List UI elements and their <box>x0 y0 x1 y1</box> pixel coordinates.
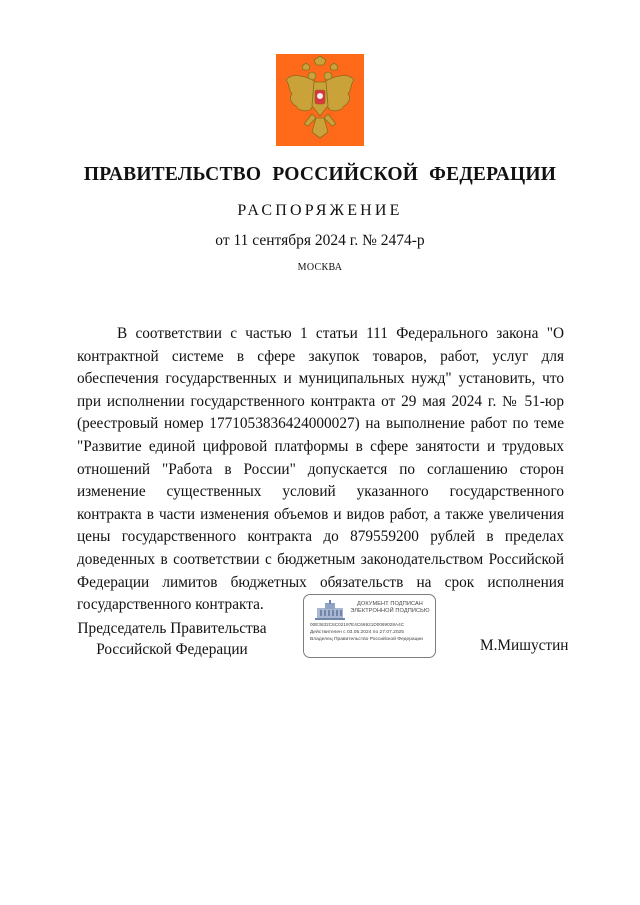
stamp-validity: Действителен с 03.05.2024 по 27.07.2025 <box>310 630 404 635</box>
signatory-position-line1: Председатель Правительства <box>77 620 267 637</box>
coat-of-arms-emblem <box>276 54 364 146</box>
government-building-icon <box>313 600 347 620</box>
document-date-number: от 11 сентября 2024 г. № 2474-р <box>215 232 425 249</box>
order-body-text: В соответствии с частью 1 статьи 111 Федерального закона "О контрактной системе в сфере закупок товаров, работ, услуг для обеспечения государственных и муниципальных нужд" установить, что при исполнении государственного контракта от 29 мая 2024 г. № 51-юр (реестровый номер 1771053836424000027) на выполнение работ по теме "Развитие единой цифровой платформы в сфере занятости и трудовых отношений "Работа в России" допускается по соглашению сторон изменение существенных условий указанного государственного контракта в части изменения объемов и видов работ, а также увеличения цены государственного контракта до 879559200 рублей в пределах доведенных в соответствии с бюджетным законодательством Российской Федерации лимитов бюджетных обязательств на срок исполнения государственного контракта. <box>77 325 564 614</box>
stamp-title-line1: ДОКУМЕНТ ПОДПИСАН <box>357 601 423 607</box>
document-city: МОСКВА <box>297 262 343 273</box>
electronic-signature-stamp <box>303 594 436 658</box>
signatory-name: М.Мишустин <box>480 637 569 654</box>
government-title: ПРАВИТЕЛЬСТВО РОССИЙСКОЙ ФЕДЕРАЦИИ <box>83 164 557 185</box>
stamp-owner: Владелец Правительство Российской Федерации <box>310 637 423 642</box>
stamp-certificate-number: 00E3632C6C02197E4C66921D0069028A4C <box>310 622 405 627</box>
stamp-title-line2: ЭЛЕКТРОННОЙ ПОДПИСЬЮ <box>350 608 430 614</box>
signatory-position <box>72 618 272 660</box>
signatory-position-line2: Российской Федерации <box>96 641 248 658</box>
stamp-title <box>348 601 432 615</box>
document-type: РАСПОРЯЖЕНИЕ <box>237 202 403 219</box>
